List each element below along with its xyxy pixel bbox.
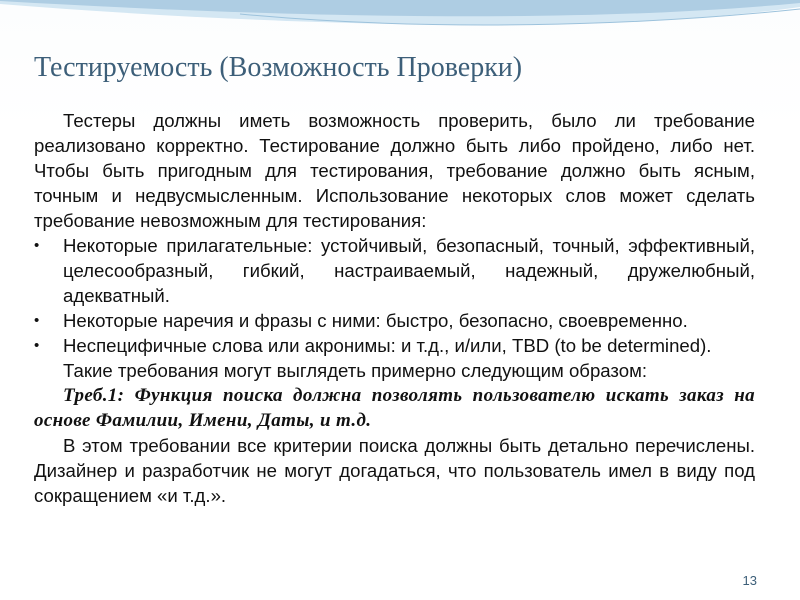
list-item (34, 233, 755, 308)
bullet-icon: • (34, 312, 40, 329)
example-lead-paragraph: Такие требования могут выглядеть примерно следующим образом: (63, 360, 648, 381)
intro-paragraph: Тестеры должны иметь возможность проверить, было ли требование реализовано корректно. Тестирование должно быть либо пройдено, либо нет. Чтобы быть пригодным для тестирования, требование должно быть ясным, точным и недвусмысленным. Использование некоторых слов может сделать требование невозможным для тестирования: (34, 110, 755, 231)
example-requirement: Треб.1: Функция поиска должна позволять пользователю искать заказ на основе Фамилии, Имени, Даты, и т.д. (34, 385, 755, 431)
page-number: 13 (742, 573, 757, 588)
slide-body (34, 108, 755, 508)
slide-title: Тестируемость (Возможность Проверки) (34, 52, 523, 83)
list-item-text: Некоторые прилагательные: устойчивый, безопасный, точный, эффективный, целесообразный, гибкий, настраиваемый, надежный, дружелюбный, адекватный. (63, 235, 755, 306)
bullet-icon: • (34, 337, 40, 354)
list-item (34, 333, 755, 358)
list-item-text: Неспецифичные слова или акронимы: и т.д., и/или, TBD (to be determined). (63, 335, 712, 356)
header-swoosh-decoration (0, 0, 800, 40)
list-item-text: Некоторые наречия и фразы с ними: быстро, безопасно, своевременно. (63, 310, 688, 331)
conclusion-paragraph: В этом требовании все критерии поиска должны быть детально перечислены. Дизайнер и разработчик не могут догадаться, что пользователь имел в виду под сокращением «и т.д.». (34, 435, 755, 506)
ambiguous-words-list (34, 233, 755, 358)
list-item (34, 308, 755, 333)
bullet-icon: • (34, 237, 40, 254)
